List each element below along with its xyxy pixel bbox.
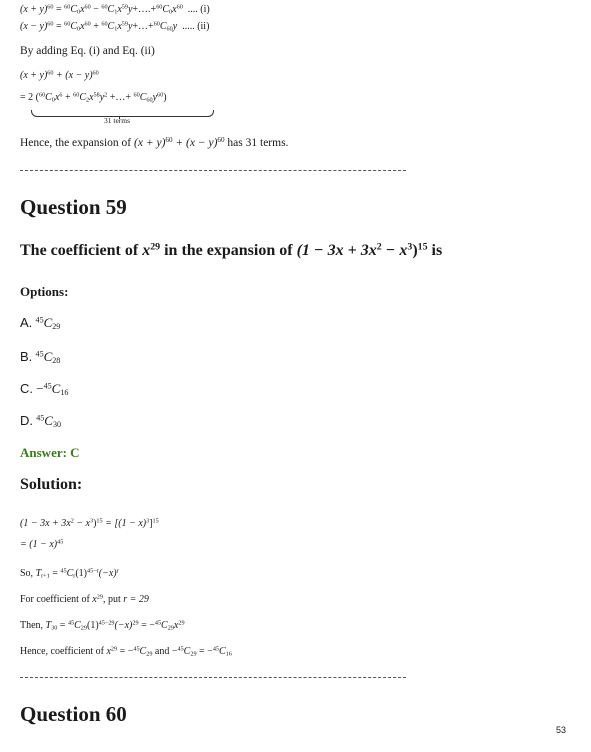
adding-text: By adding Eq. (i) and Eq. (ii): [20, 45, 155, 57]
general-term: So, $T_{r+1} = ^{45}C_r(1)^{45-r}(-x)^r$: [20, 567, 119, 580]
option-b[interactable]: B. $^{45}C_{28}$: [20, 349, 61, 365]
question-heading-next: Question 60: [20, 702, 127, 726]
then-line: Then, $T_{30} = ^{45}C_{29}(1)^{45-29}(-x)^{29} = -^{45}C_{29}x^{29}$: [20, 619, 185, 632]
answer-label: Answer: C: [20, 445, 80, 460]
option-c[interactable]: C. $-^{45}C_{16}$: [20, 381, 69, 397]
divider: [20, 170, 406, 171]
question-text: The coefficient of $x^{29}$ in the expansion of $(1 - 3x + 3x^2 - x^3)^{15}$ is: [20, 241, 443, 259]
divider: [20, 677, 406, 678]
solution-step-2: = $(1 - x)^{45}$: [20, 538, 64, 550]
option-d[interactable]: D. $^{45}C_{30}$: [20, 413, 62, 429]
final-line: Hence, coefficient of $x^{29} = -^{45}C_{29}$ and $-^{45}C_{29} = -^{45}C_{16}$: [20, 645, 232, 658]
solution-label: Solution:: [20, 476, 83, 493]
hence-line: Hence, the expansion of $(x + y)^{60} + (x - y)^{60}$ has 31 terms.: [20, 136, 289, 149]
option-a[interactable]: A. $^{45}C_{29}$: [20, 315, 61, 331]
equation-ii: $(x - y)^{60} = ^{60}C_0x^{60}$ + $^{60}C_1x^{59}y+\dots+^{60}C_{60}y$ ..... (ii): [20, 20, 210, 33]
sum-rhs: = 2 ($^{60}C_0x^6 + ^{60}C_2x^{58}y^2$ +…+ $^{60}C_{60}y^{60}$): [20, 91, 167, 104]
sum-lhs: $(x + y)^{60} + (x - y)^{60}$: [20, 69, 99, 81]
brace-label: 31 terms: [104, 116, 131, 125]
coefficient-line: For coefficient of $x^{29}$, put r = 29: [20, 593, 149, 605]
options-label: Options:: [20, 284, 69, 299]
solution-step-1: $(1 - 3x + 3x^2 - x^3)^{15} = [(1 - x)^3]^{15}$: [20, 517, 159, 529]
question-heading: Question 59: [20, 195, 127, 219]
equation-i: $(x + y)^{60} = ^{60}C_0x^{60}$ − $^{60}C_1x^{59}y+\dots.+^{60}C_0x^{60}$ .... (i): [20, 3, 210, 16]
page-number: 53: [556, 725, 567, 735]
